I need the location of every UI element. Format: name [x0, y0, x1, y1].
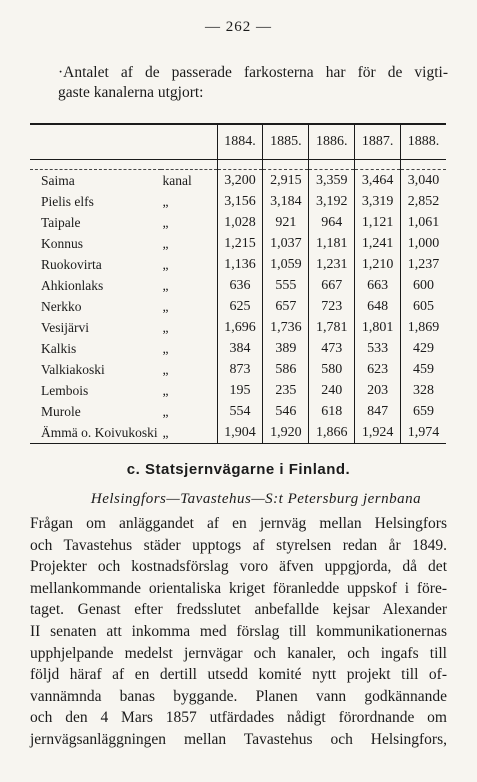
- canal-name-cell: Murole: [41, 404, 81, 419]
- value-cell: 1,781: [309, 317, 355, 338]
- canal-name-cell: Ruokovirta: [41, 257, 102, 272]
- canal-name-cell: Pielis elfs: [41, 194, 94, 209]
- value-cell: 3,464: [355, 170, 401, 192]
- value-cell: 3,319: [355, 191, 401, 212]
- year-header: 1886.: [309, 125, 355, 160]
- canal-name-cell: Kalkis: [41, 341, 77, 356]
- value-cell: 2,915: [263, 170, 309, 192]
- body-line: vannämnda banas byggande. Planen vann godkännande: [30, 687, 447, 705]
- value-cell: 723: [309, 296, 355, 317]
- canal-unit-cell: „: [162, 404, 169, 419]
- canal-name-cell: Ämmä o. Koivukoski: [41, 425, 158, 440]
- body-line: och den 4 Mars 1857 utfärdades nådigt förordnande om: [30, 709, 447, 727]
- body-line: mellankommande orientaliska kriget föranledde uppskof i före-: [30, 579, 447, 597]
- table-row: [30, 254, 446, 275]
- canal-unit-cell: „: [162, 383, 169, 398]
- year-header: 1888.: [401, 125, 446, 160]
- value-cell: 1,801: [355, 317, 401, 338]
- body-line: II senaten att inkomma med förslag till kommunikationernas: [30, 622, 447, 640]
- value-cell: 533: [355, 338, 401, 359]
- intro-line: gaste kanalerna utgjort:: [58, 84, 204, 101]
- value-cell: 1,037: [263, 233, 309, 254]
- section-heading: c. Statsjernvägarne i Finland.: [126, 461, 351, 478]
- value-cell: 240: [309, 380, 355, 401]
- canal-name-cell: Saima: [41, 173, 75, 188]
- table-row: [30, 191, 446, 212]
- section-subtitle: Helsingfors—Tavastehus—S:t Petersburg jernbana: [90, 491, 422, 507]
- value-cell: 648: [355, 296, 401, 317]
- canal-name-cell: Taipale: [41, 215, 81, 230]
- canal-name-cell: Valkiakoski: [41, 362, 105, 377]
- canal-unit-cell: „: [162, 236, 169, 251]
- value-cell: 667: [309, 275, 355, 296]
- value-cell: 1,696: [217, 317, 263, 338]
- canal-name-cell: Lembois: [41, 383, 89, 398]
- canal-name-cell: Ahkionlaks: [41, 278, 104, 293]
- body-line: följd häraf af en dertill utsedd komité nytt projekt till of-: [30, 666, 447, 684]
- intro-line: ·Antalet af de passerade farkosterna har för de vigti-: [58, 64, 448, 81]
- value-cell: 1,241: [355, 233, 401, 254]
- value-cell: 1,869: [401, 317, 446, 338]
- table-row: [30, 359, 446, 380]
- value-cell: 3,192: [309, 191, 355, 212]
- value-cell: 195: [217, 380, 263, 401]
- value-cell: 1,866: [309, 422, 355, 443]
- value-cell: 546: [263, 401, 309, 422]
- value-cell: 921: [263, 212, 309, 233]
- table-body: [30, 160, 446, 444]
- value-cell: 625: [217, 296, 263, 317]
- value-cell: 600: [401, 275, 446, 296]
- intro-paragraph: [58, 63, 448, 103]
- value-cell: 203: [355, 380, 401, 401]
- canal-unit-cell: „: [162, 299, 169, 314]
- value-cell: 3,184: [263, 191, 309, 212]
- table-row: [30, 233, 446, 254]
- canal-unit-cell: kanal: [162, 173, 192, 188]
- table-row: [30, 380, 446, 401]
- year-header: 1887.: [355, 125, 401, 160]
- value-cell: 1,237: [401, 254, 446, 275]
- canal-unit-cell: „: [162, 425, 169, 440]
- canal-unit-cell: „: [162, 194, 169, 209]
- canal-unit-cell: „: [162, 278, 169, 293]
- value-cell: 847: [355, 401, 401, 422]
- value-cell: 429: [401, 338, 446, 359]
- canal-name-cell: Konnus: [41, 236, 84, 251]
- value-cell: 3,359: [309, 170, 355, 192]
- table-row: [30, 296, 446, 317]
- value-cell: 873: [217, 359, 263, 380]
- value-cell: 636: [217, 275, 263, 296]
- value-cell: 1,210: [355, 254, 401, 275]
- body-line: upphjelpande medelst jernvägar och kanaler, och ingafs till: [30, 644, 447, 662]
- body-line: jernvägsanläggningen mellan Tavastehus och Helsingfors,: [30, 730, 447, 748]
- canal-unit-cell: „: [162, 215, 169, 230]
- value-cell: 1,181: [309, 233, 355, 254]
- canal-name-cell: Nerkko: [41, 299, 82, 314]
- value-cell: 605: [401, 296, 446, 317]
- page-number: — 262 —: [205, 19, 272, 35]
- body-line: Frågan om anläggandet af en jernväg mellan Helsingfors: [30, 515, 447, 532]
- value-cell: 618: [309, 401, 355, 422]
- table-row: [30, 422, 446, 443]
- value-cell: 554: [217, 401, 263, 422]
- canal-name-cell: Vesijärvi: [41, 320, 89, 335]
- value-cell: 1,000: [401, 233, 446, 254]
- header-spacer-row: [30, 160, 446, 170]
- canal-unit-cell: „: [162, 362, 169, 377]
- value-cell: 1,215: [217, 233, 263, 254]
- table-row: [30, 317, 446, 338]
- value-cell: 1,028: [217, 212, 263, 233]
- value-cell: 384: [217, 338, 263, 359]
- value-cell: 235: [263, 380, 309, 401]
- table-row: [30, 275, 446, 296]
- table-header-row: [30, 125, 446, 160]
- header-blank-cell: [30, 125, 217, 160]
- value-cell: 1,231: [309, 254, 355, 275]
- canal-traffic-table: [30, 123, 446, 444]
- value-cell: 3,040: [401, 170, 446, 192]
- value-cell: 1,121: [355, 212, 401, 233]
- value-cell: 586: [263, 359, 309, 380]
- value-cell: 328: [401, 380, 446, 401]
- value-cell: 1,974: [401, 422, 446, 443]
- value-cell: 657: [263, 296, 309, 317]
- value-cell: 3,200: [217, 170, 263, 192]
- body-line: taget. Genast efter fredsslutet anbefallde kejsar Alexander: [30, 601, 447, 619]
- table-row: [30, 401, 446, 422]
- canal-unit-cell: „: [162, 341, 169, 356]
- value-cell: 623: [355, 359, 401, 380]
- body-paragraph: [30, 513, 447, 751]
- value-cell: 2,852: [401, 191, 446, 212]
- value-cell: 1,924: [355, 422, 401, 443]
- canal-unit-cell: „: [162, 320, 169, 335]
- year-header: 1885.: [263, 125, 309, 160]
- value-cell: 3,156: [217, 191, 263, 212]
- value-cell: 1,904: [217, 422, 263, 443]
- value-cell: 1,059: [263, 254, 309, 275]
- value-cell: 580: [309, 359, 355, 380]
- body-line: och Tavastehus städer upptogs af styrelsen redan år 1849.: [30, 536, 447, 554]
- table-row: [30, 170, 446, 192]
- value-cell: 555: [263, 275, 309, 296]
- table-row: [30, 338, 446, 359]
- value-cell: 1,136: [217, 254, 263, 275]
- value-cell: 459: [401, 359, 446, 380]
- value-cell: 473: [309, 338, 355, 359]
- value-cell: 663: [355, 275, 401, 296]
- value-cell: 1,061: [401, 212, 446, 233]
- value-cell: 389: [263, 338, 309, 359]
- value-cell: 1,736: [263, 317, 309, 338]
- body-line: Projekter och kostnadsförslag voro äfven uppgjorda, då det: [30, 558, 447, 576]
- value-cell: 1,920: [263, 422, 309, 443]
- value-cell: 964: [309, 212, 355, 233]
- canal-unit-cell: „: [162, 257, 169, 272]
- table-row: [30, 212, 446, 233]
- value-cell: 659: [401, 401, 446, 422]
- year-header: 1884.: [217, 125, 263, 160]
